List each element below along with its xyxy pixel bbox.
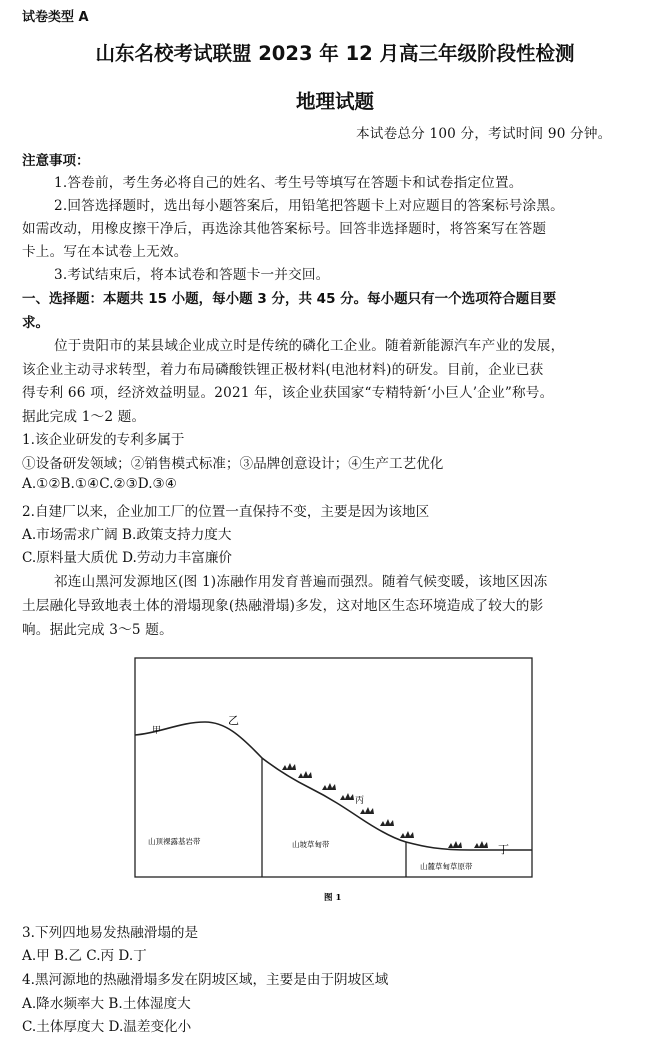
question-4-stem: 4.黑河源地的热融滑塌多发在阴坡区域，主要是由于阴坡区域	[22, 972, 389, 988]
question-3-options: A.甲 B.乙 C.丙 D.丁	[22, 948, 147, 964]
question-4-options-1: A.降水频率大 B.土体湿度大	[22, 996, 191, 1012]
zone-label-foothill-steppe: 山麓草甸草原带	[420, 862, 473, 871]
section-heading-line1: 一、选择题：本题共 15 小题，每小题 3 分，共 45 分。每小题只有一个选项符合题目要	[22, 291, 557, 307]
question-4-options-2: C.土体厚度大 D.温差变化小	[22, 1019, 192, 1035]
question-2-options-2: C.原料量大质优 D.劳动力丰富廉价	[22, 550, 233, 566]
note-line-3: 如需改动，用橡皮擦干净后，再选涂其他答案标号。回答非选择题时，将答案写在答题	[22, 221, 547, 237]
question-3-stem: 3.下列四地易发热融滑塌的是	[22, 925, 199, 941]
note-line-5: 3.考试结束后，将本试卷和答题卡一并交回。	[54, 267, 330, 283]
question-1-items: ①设备研发领域；②销售模式标准；③品牌创意设计；④生产工艺优化	[22, 456, 444, 472]
figure-1-profile-diagram	[0, 654, 670, 914]
passage1-line-2: 该企业主动寻求转型，着力布局磷酸铁锂正极材料(电池材料)的研发。目前，企业已获	[22, 362, 544, 378]
note-line-2: 2.回答选择题时，选出每小题答案后，用铅笔把答题卡上对应题目的答案标号涂黑。	[54, 198, 564, 214]
grass-tufts-icon	[282, 763, 488, 848]
zone-label-slope-meadow: 山坡草甸带	[292, 840, 330, 849]
exam-title: 山东名校考试联盟 2023 年 12 月高三年级阶段性检测	[95, 42, 575, 65]
passage2-line-3: 响。据此完成 3～5 题。	[22, 622, 173, 638]
passage1-line-1: 位于贵阳市的某县域企业成立时是传统的磷化工企业。随着新能源汽车产业的发展，	[54, 338, 565, 354]
passage2-line-2: 土层融化导致地表土体的滑塌现象(热融滑塌)多发，这对地区生态环境造成了较大的影	[22, 598, 544, 614]
subject-title: 地理试题	[295, 90, 374, 113]
notes-heading: 注意事项：	[22, 153, 90, 169]
point-bing-label: 丙	[355, 796, 365, 806]
passage1-line-3: 得专利 66 项，经济效益明显。2021 年，该企业获国家“专精特新‘小巨人’企业”称号。	[22, 385, 554, 401]
question-1-options: A.①②B.①④C.②③D.③④	[22, 476, 177, 492]
passage1-line-4: 据此完成 1～2 题。	[22, 409, 146, 425]
section-heading-line2: 求。	[22, 315, 49, 331]
note-line-4: 卡上。写在本试卷上无效。	[22, 244, 188, 260]
paper-type: 试卷类型 A	[22, 10, 89, 25]
zone-label-bedrock: 山顶裸露基岩带	[148, 837, 201, 846]
passage2-line-1: 祁连山黑河发源地区(图 1)冻融作用发育普遍而强烈。随着气候变暖，该地区因冻	[54, 574, 548, 590]
figure-caption: 图 1	[324, 893, 342, 903]
question-1-stem: 1.该企业研发的专利多属于	[22, 432, 185, 448]
note-line-1: 1.答卷前，考生务必将自己的姓名、考生号等填写在答题卡和试卷指定位置。	[54, 175, 523, 191]
score-info: 本试卷总分 100 分，考试时间 90 分钟。	[356, 126, 612, 142]
point-ding-label: 丁	[498, 843, 509, 856]
point-yi-label: 乙	[228, 714, 239, 727]
point-jia-label: 甲	[152, 726, 162, 736]
question-2-options-1: A.市场需求广阔 B.政策支持力度大	[22, 527, 232, 543]
question-2-stem: 2.自建厂以来，企业加工厂的位置一直保持不变，主要是因为该地区	[22, 504, 430, 520]
